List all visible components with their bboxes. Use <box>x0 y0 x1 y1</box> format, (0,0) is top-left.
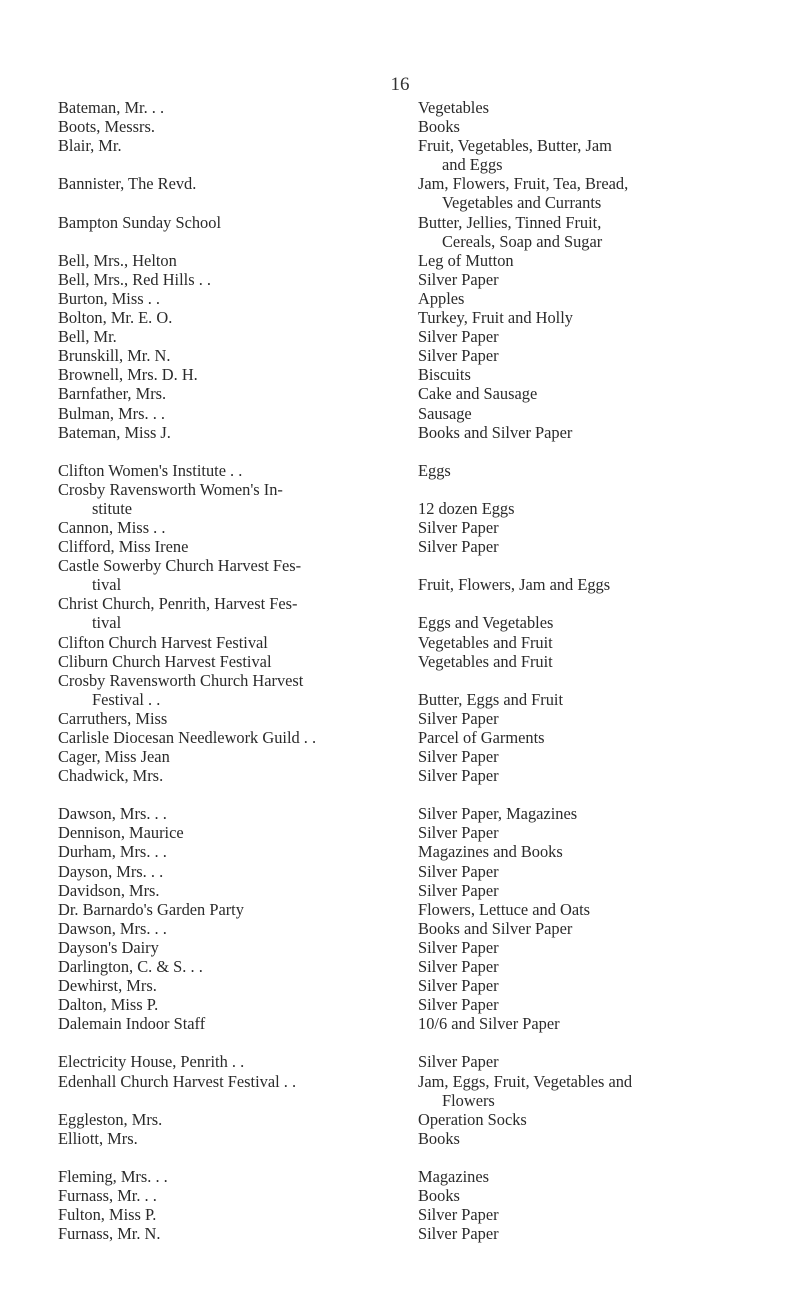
donor-line: Carlisle Diocesan Needlework Guild . . <box>58 728 317 747</box>
gift-line: Operation Socks <box>418 1109 527 1129</box>
gift-description <box>418 461 758 480</box>
gift-line: Vegetables <box>418 98 489 117</box>
donor-name <box>58 671 416 709</box>
list-item <box>0 1186 800 1205</box>
gift-line: Silver Paper <box>418 1052 499 1072</box>
gift-description <box>418 995 758 1014</box>
list-item <box>0 327 800 346</box>
donor-name <box>58 270 416 289</box>
gift-line: Flowers <box>442 1090 495 1110</box>
donor-name <box>58 251 416 270</box>
donor-line: Bell, Mrs., Red Hills . . <box>58 269 211 289</box>
gift-line: Silver Paper <box>418 880 499 900</box>
donor-line: Davidson, Mrs. <box>58 880 160 900</box>
donor-line: Cliburn Church Harvest Festival <box>58 651 272 671</box>
list-item <box>0 823 800 842</box>
donor-name <box>58 862 416 881</box>
list-item <box>0 1167 800 1186</box>
letter-group <box>0 1052 800 1147</box>
donor-line: Barnfather, Mrs. <box>58 384 167 404</box>
gift-line: Magazines and Books <box>418 842 563 862</box>
donor-name <box>58 900 416 919</box>
gift-line: Silver Paper <box>418 823 499 843</box>
donor-line: Dayson, Mrs. . . <box>58 861 164 881</box>
gift-description <box>418 671 758 709</box>
gift-description <box>418 1186 758 1205</box>
donor-name <box>58 881 416 900</box>
donor-name <box>58 1052 416 1071</box>
donor-line: Christ Church, Penrith, Harvest Fes- <box>58 594 298 614</box>
gift-line: Silver Paper <box>418 957 499 977</box>
list-item <box>0 633 800 652</box>
donor-name <box>58 633 416 652</box>
list-item <box>0 671 800 709</box>
gift-description <box>418 98 758 117</box>
donor-name <box>58 1205 416 1224</box>
list-item <box>0 556 800 594</box>
donor-line: Dewhirst, Mrs. <box>58 976 157 996</box>
gift-description <box>418 1052 758 1071</box>
gift-description <box>418 365 758 384</box>
gift-description <box>418 270 758 289</box>
donor-line: Cannon, Miss . . <box>58 517 166 537</box>
donor-name <box>58 1129 416 1148</box>
donor-name <box>58 117 416 136</box>
gift-line: Vegetables and Currants <box>442 193 602 213</box>
donor-name <box>58 1014 416 1033</box>
gift-line: Books <box>418 1185 460 1205</box>
gift-description <box>418 404 758 423</box>
gift-description <box>418 1167 758 1186</box>
gift-line: Cereals, Soap and Sugar <box>442 231 603 251</box>
donor-name <box>58 823 416 842</box>
donor-name <box>58 289 416 308</box>
donor-line: Clifton Church Harvest Festival <box>58 632 268 652</box>
gift-line: Silver Paper <box>418 766 499 786</box>
gift-description <box>418 251 758 270</box>
gift-description <box>418 862 758 881</box>
gift-description <box>418 823 758 842</box>
list-item <box>0 537 800 556</box>
letter-group <box>0 804 800 1033</box>
list-item <box>0 842 800 861</box>
donor-name <box>58 365 416 384</box>
gift-description <box>418 938 758 957</box>
gift-description <box>418 900 758 919</box>
gift-description <box>418 136 758 174</box>
letter-group <box>0 461 800 786</box>
gift-description <box>418 308 758 327</box>
gift-description <box>418 709 758 728</box>
donor-line: Edenhall Church Harvest Festival . . <box>58 1071 297 1091</box>
gift-line: Leg of Mutton <box>418 250 514 270</box>
gift-line: Apples <box>418 288 465 308</box>
donor-line: Fulton, Miss P. <box>58 1205 157 1225</box>
gift-line: Silver Paper <box>418 269 499 289</box>
gift-description <box>418 213 758 251</box>
gift-line: Silver Paper <box>418 517 499 537</box>
donor-name <box>58 728 416 747</box>
gift-line: Silver Paper <box>418 937 499 957</box>
gift-description <box>418 728 758 747</box>
donor-line: Durham, Mrs. . . <box>58 842 167 862</box>
gift-description <box>418 747 758 766</box>
donor-line: Darlington, C. & S. . . <box>58 957 203 977</box>
donor-line: tival <box>92 613 122 633</box>
donor-name <box>58 709 416 728</box>
gift-description <box>418 384 758 403</box>
donor-name <box>58 1110 416 1129</box>
gift-description <box>418 919 758 938</box>
donor-line: Brunskill, Mr. N. <box>58 346 171 366</box>
gift-description <box>418 1129 758 1148</box>
gift-description <box>418 1072 758 1110</box>
gift-line: Eggs and Vegetables <box>418 613 554 633</box>
donor-name <box>58 98 416 117</box>
list-item <box>0 213 800 251</box>
donor-name <box>58 995 416 1014</box>
donor-name <box>58 938 416 957</box>
donor-line: Dawson, Mrs. . . <box>58 804 167 824</box>
donor-name <box>58 136 416 155</box>
gift-description <box>418 289 758 308</box>
gift-line: Silver Paper <box>418 708 499 728</box>
donor-line: Bell, Mrs., Helton <box>58 250 177 270</box>
donor-line: Crosby Ravensworth Church Harvest <box>58 670 304 690</box>
gift-description <box>418 842 758 861</box>
gift-line: Biscuits <box>418 365 471 385</box>
donor-name <box>58 213 416 232</box>
list-item <box>0 652 800 671</box>
donor-name <box>58 1072 416 1091</box>
donor-line: Blair, Mr. <box>58 136 122 156</box>
list-item <box>0 117 800 136</box>
donor-line: Bateman, Miss J. <box>58 422 171 442</box>
donor-name <box>58 346 416 365</box>
donor-line: Eggleston, Mrs. <box>58 1109 163 1129</box>
donor-name <box>58 384 416 403</box>
gift-description <box>418 556 758 594</box>
donor-name <box>58 327 416 346</box>
gift-line: Silver Paper <box>418 537 499 557</box>
donor-line: Dr. Barnardo's Garden Party <box>58 899 244 919</box>
donor-line: Dalton, Miss P. <box>58 995 159 1015</box>
list-item <box>0 289 800 308</box>
gift-line: and Eggs <box>442 155 503 175</box>
donor-name <box>58 308 416 327</box>
gift-description <box>418 957 758 976</box>
gift-line: Books <box>418 117 460 137</box>
list-item <box>0 346 800 365</box>
donor-name <box>58 1186 416 1205</box>
gift-line: Cake and Sausage <box>418 384 538 404</box>
gift-description <box>418 1110 758 1129</box>
donor-line: Electricity House, Penrith . . <box>58 1052 245 1072</box>
gift-description <box>418 537 758 556</box>
gift-line <box>418 556 758 575</box>
list-item <box>0 1052 800 1071</box>
gift-line: Books and Silver Paper <box>418 422 573 442</box>
gift-description <box>418 480 758 518</box>
gift-description <box>418 766 758 785</box>
gift-description <box>418 117 758 136</box>
list-item <box>0 804 800 823</box>
gift-description <box>418 881 758 900</box>
gift-description <box>418 327 758 346</box>
list-item <box>0 174 800 212</box>
gift-line: Silver Paper <box>418 1205 499 1225</box>
list-item <box>0 766 800 785</box>
gift-line: Silver Paper <box>418 861 499 881</box>
donor-name <box>58 747 416 766</box>
gift-description <box>418 346 758 365</box>
list-item <box>0 957 800 976</box>
gift-line: 10/6 and Silver Paper <box>418 1014 560 1034</box>
donor-line: Dawson, Mrs. . . <box>58 918 167 938</box>
donor-name <box>58 174 416 193</box>
gift-line: Silver Paper <box>418 327 499 347</box>
gift-description <box>418 633 758 652</box>
donor-line: Burton, Miss . . <box>58 288 161 308</box>
list-item <box>0 1110 800 1129</box>
gift-line: Silver Paper <box>418 995 499 1015</box>
letter-group <box>0 98 800 442</box>
gift-line: Flowers, Lettuce and Oats <box>418 899 591 919</box>
donor-line: Bannister, The Revd. <box>58 174 197 194</box>
gift-line: Butter, Jellies, Tinned Fruit, <box>418 212 602 232</box>
donor-line: Dayson's Dairy <box>58 937 159 957</box>
gift-line: Magazines <box>418 1166 489 1186</box>
gift-line <box>418 480 758 499</box>
gift-line: Fruit, Flowers, Jam and Eggs <box>418 575 611 595</box>
gift-description <box>418 976 758 995</box>
donor-name <box>58 1167 416 1186</box>
donor-name <box>58 404 416 423</box>
donor-line: Castle Sowerby Church Harvest Fes- <box>58 556 302 576</box>
donor-line: Carruthers, Miss <box>58 708 168 728</box>
donor-name <box>58 556 416 594</box>
gift-description <box>418 1205 758 1224</box>
donor-line: Bampton Sunday School <box>58 212 221 232</box>
donor-name <box>58 537 416 556</box>
gift-line: 12 dozen Eggs <box>418 498 515 518</box>
donor-line: Furnass, Mr. . . <box>58 1185 157 1205</box>
donor-line: Dalemain Indoor Staff <box>58 1014 206 1034</box>
donor-line: stitute <box>92 498 133 518</box>
donor-line: tival <box>92 575 122 595</box>
donor-name <box>58 594 416 632</box>
gift-line: Turkey, Fruit and Holly <box>418 308 573 328</box>
list-item <box>0 270 800 289</box>
list-item <box>0 1205 800 1224</box>
list-item <box>0 900 800 919</box>
list-item <box>0 423 800 442</box>
gift-description <box>418 652 758 671</box>
list-item <box>0 518 800 537</box>
donor-name <box>58 957 416 976</box>
list-item <box>0 594 800 632</box>
gift-line: Books and Silver Paper <box>418 918 573 938</box>
list-item <box>0 461 800 480</box>
donor-name <box>58 461 416 480</box>
list-item <box>0 1072 800 1110</box>
gift-line: Books <box>418 1128 460 1148</box>
gift-line: Jam, Eggs, Fruit, Vegetables and <box>418 1071 633 1091</box>
gift-line: Eggs <box>418 460 451 480</box>
donor-line: Festival . . <box>92 689 161 709</box>
gift-line: Silver Paper <box>418 1224 499 1244</box>
gift-line: Silver Paper, Magazines <box>418 804 578 824</box>
list-item <box>0 308 800 327</box>
donor-line: Elliott, Mrs. <box>58 1128 138 1148</box>
donor-line: Bulman, Mrs. . . <box>58 403 165 423</box>
donor-name <box>58 804 416 823</box>
gift-description <box>418 1014 758 1033</box>
donor-line: Brownell, Mrs. D. H. <box>58 365 198 385</box>
donor-name <box>58 423 416 442</box>
donor-name <box>58 518 416 537</box>
donor-line: Bateman, Mr. . . <box>58 98 165 117</box>
donor-line: Cager, Miss Jean <box>58 747 170 767</box>
gift-description <box>418 174 758 212</box>
gift-line <box>418 671 758 690</box>
gift-line: Jam, Flowers, Fruit, Tea, Bread, <box>418 174 629 194</box>
gift-description <box>418 1224 758 1243</box>
list-item <box>0 881 800 900</box>
list-item <box>0 384 800 403</box>
gift-line: Sausage <box>418 403 472 423</box>
donor-line: Furnass, Mr. N. <box>58 1224 161 1244</box>
list-item <box>0 938 800 957</box>
gift-line: Silver Paper <box>418 976 499 996</box>
donor-name <box>58 919 416 938</box>
page-number: 16 <box>390 74 410 95</box>
donor-name <box>58 480 416 518</box>
donor-name <box>58 1224 416 1243</box>
gift-description <box>418 804 758 823</box>
donor-line: Crosby Ravensworth Women's In- <box>58 479 283 499</box>
donor-line: Bolton, Mr. E. O. <box>58 308 173 328</box>
gift-line: Butter, Eggs and Fruit <box>418 689 564 709</box>
donor-line: Clifton Women's Institute . . <box>58 460 243 480</box>
list-item <box>0 995 800 1014</box>
list-item <box>0 747 800 766</box>
list-item <box>0 480 800 518</box>
gift-line: Parcel of Garments <box>418 728 545 747</box>
list-item <box>0 365 800 384</box>
donor-name <box>58 976 416 995</box>
donor-line: Bell, Mr. <box>58 327 117 347</box>
donor-line: Dennison, Maurice <box>58 823 184 843</box>
donor-name <box>58 652 416 671</box>
gift-line: Vegetables and Fruit <box>418 632 553 652</box>
list-item <box>0 1014 800 1033</box>
donor-line: Boots, Messrs. <box>58 117 155 137</box>
list-item <box>0 251 800 270</box>
gift-line <box>418 594 758 613</box>
gift-line: Fruit, Vegetables, Butter, Jam <box>418 136 612 156</box>
gift-description <box>418 518 758 537</box>
donor-line: Clifford, Miss Irene <box>58 537 189 557</box>
list-item <box>0 1224 800 1243</box>
list-item <box>0 136 800 174</box>
list-item <box>0 404 800 423</box>
gift-description <box>418 594 758 632</box>
donor-name <box>58 766 416 785</box>
list-item <box>0 1129 800 1148</box>
list-item <box>0 98 800 117</box>
list-item <box>0 976 800 995</box>
donor-line: Chadwick, Mrs. <box>58 766 164 786</box>
donation-list <box>0 98 800 1262</box>
gift-line: Vegetables and Fruit <box>418 651 553 671</box>
gift-line: Silver Paper <box>418 346 499 366</box>
letter-group <box>0 1167 800 1243</box>
list-item <box>0 919 800 938</box>
list-item <box>0 862 800 881</box>
gift-line: Silver Paper <box>418 747 499 767</box>
donor-name <box>58 842 416 861</box>
gift-description <box>418 423 758 442</box>
donor-line: Fleming, Mrs. . . <box>58 1166 168 1186</box>
list-item <box>0 728 800 747</box>
list-item <box>0 709 800 728</box>
